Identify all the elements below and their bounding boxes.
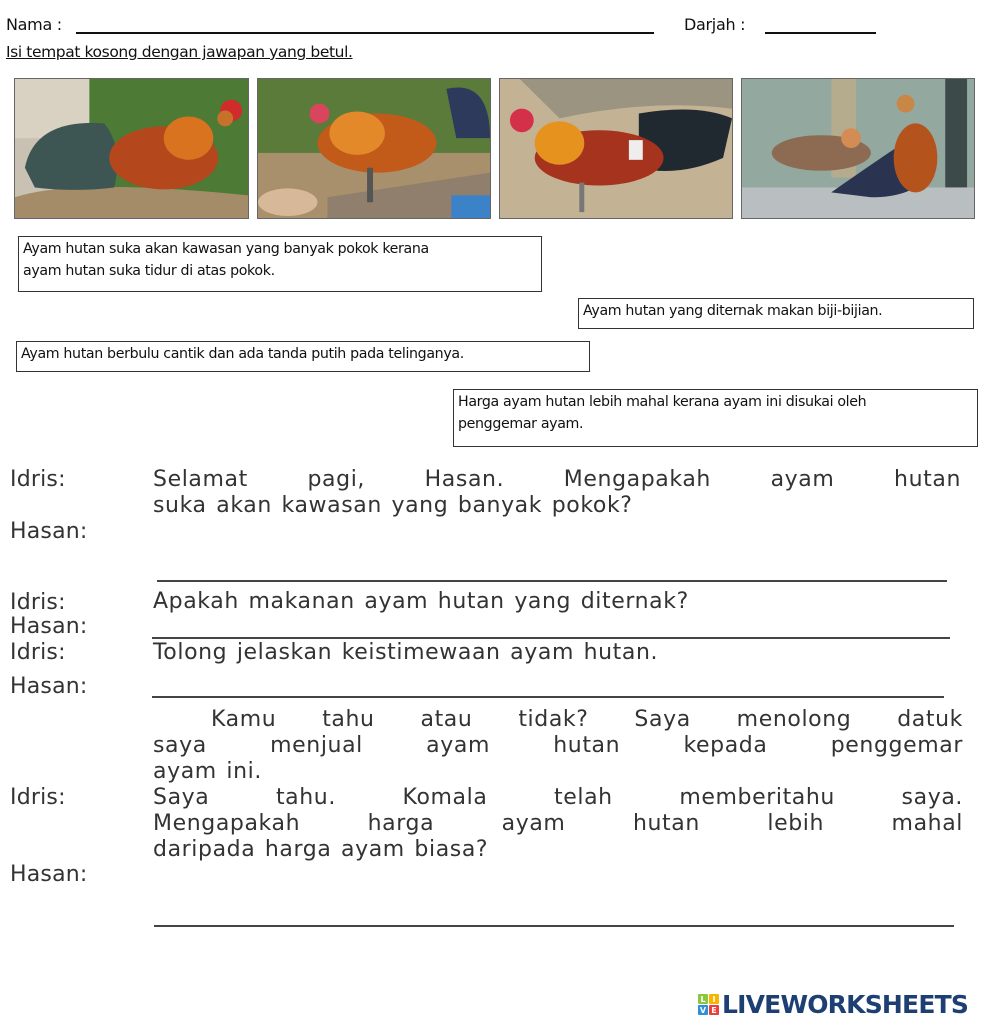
live-tiles-icon <box>698 994 719 1015</box>
answer-drop-zone-3[interactable] <box>152 696 944 698</box>
speaker-hasan: Hasan: <box>10 674 88 699</box>
speaker-hasan: Hasan: <box>10 862 88 887</box>
speaker-idris: Idris: <box>10 640 66 665</box>
answer-box-line: Ayam hutan suka akan kawasan yang banyak pokok kerana <box>23 241 429 257</box>
logo-tile-v: V <box>699 1005 707 1015</box>
speaker-hasan: Hasan: <box>10 519 88 544</box>
dialogue-line: suka akan kawasan yang banyak pokok? <box>153 493 633 518</box>
answer-drop-zone-1[interactable] <box>157 580 947 582</box>
instruction-text: Isi tempat kosong dengan jawapan yang betul. <box>6 43 353 61</box>
photo-rooster-on-branch <box>14 78 249 219</box>
answer-box-trees[interactable] <box>18 236 542 292</box>
answer-box-price[interactable] <box>453 389 978 447</box>
answer-drop-zone-4[interactable] <box>154 925 954 927</box>
dialogue-line: Kamu tahu atau tidak? Saya menolong datuk <box>211 707 963 732</box>
dialogue-line: Selamat pagi, Hasan. Mengapakah ayam hutan <box>153 467 961 492</box>
answer-box-food[interactable] <box>578 298 974 329</box>
dialogue-line: ayam ini. <box>153 759 262 784</box>
photo-rooster-on-plank <box>257 78 491 219</box>
logo-text: LIVEWORKSHEETS <box>722 990 969 1019</box>
answer-box-line: ayam hutan suka tidur di atas pokok. <box>23 263 275 279</box>
answer-drop-zone-2[interactable] <box>152 637 950 639</box>
dialogue-line: Mengapakah harga ayam hutan lebih mahal <box>153 811 963 836</box>
logo-tile-l: L <box>698 994 708 1004</box>
class-label: Darjah : <box>684 15 746 34</box>
answer-box-line: Ayam hutan yang diternak makan biji-bijian. <box>583 303 883 319</box>
logo-tile-e: E <box>709 1005 719 1015</box>
name-input-line[interactable] <box>76 32 654 34</box>
speaker-idris: Idris: <box>10 785 66 810</box>
answer-box-line: penggemar ayam. <box>458 416 584 432</box>
dialogue-line: daripada harga ayam biasa? <box>153 837 489 862</box>
answer-box-features[interactable] <box>16 341 590 372</box>
liveworksheets-logo[interactable] <box>698 990 968 1019</box>
class-input-line[interactable] <box>765 32 876 34</box>
speaker-idris: Idris: <box>10 590 66 615</box>
photo-rooster-on-ground <box>499 78 733 219</box>
name-label: Nama : <box>6 15 62 34</box>
photo-chickens-in-cage <box>741 78 975 219</box>
speaker-idris: Idris: <box>10 467 66 492</box>
dialogue-line: Apakah makanan ayam hutan yang diternak? <box>153 589 689 614</box>
answer-box-line: Harga ayam hutan lebih mahal kerana ayam ini disukai oleh <box>458 394 867 410</box>
dialogue-line: Saya tahu. Komala telah memberitahu saya. <box>153 785 963 810</box>
speaker-hasan: Hasan: <box>10 614 88 639</box>
dialogue-line: Tolong jelaskan keistimewaan ayam hutan. <box>153 640 659 665</box>
dialogue-line: saya menjual ayam hutan kepada penggemar <box>153 733 963 758</box>
logo-tile-i: I <box>709 994 719 1004</box>
answer-box-line: Ayam hutan berbulu cantik dan ada tanda putih pada telinganya. <box>21 346 464 362</box>
